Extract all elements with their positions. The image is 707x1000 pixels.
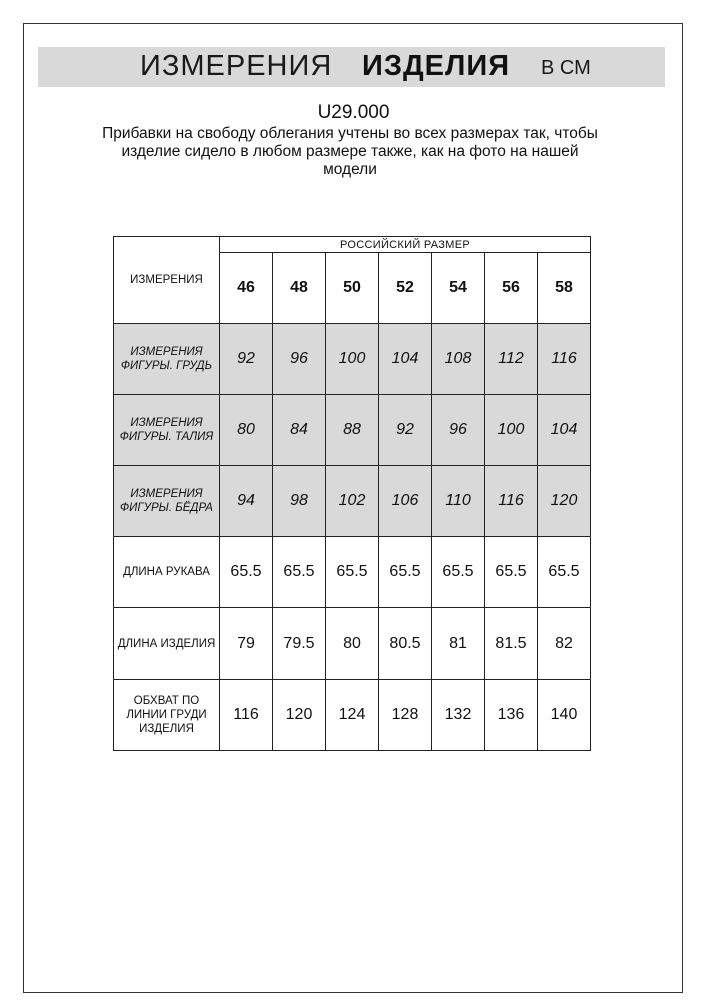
- size-header-cell: 58: [538, 253, 591, 324]
- row-label: ИЗМЕРЕНИЯ ФИГУРЫ. ТАЛИЯ: [114, 395, 220, 466]
- value-cell: 110: [432, 466, 485, 537]
- value-cell: 116: [538, 324, 591, 395]
- value-cell: 65.5: [538, 537, 591, 608]
- size-group-label: РОССИЙСКИЙ РАЗМЕР: [220, 237, 591, 253]
- row-label: ИЗМЕРЕНИЯ ФИГУРЫ. БЁДРА: [114, 466, 220, 537]
- value-cell: 100: [326, 324, 379, 395]
- value-cell: 65.5: [326, 537, 379, 608]
- header-title-garment: ИЗДЕЛИЯ: [362, 50, 511, 82]
- size-header-cell: 46: [220, 253, 273, 324]
- value-cell: 82: [538, 608, 591, 680]
- header-title-measurements: ИЗМЕРЕНИЯ: [140, 50, 333, 82]
- value-cell: 132: [432, 680, 485, 751]
- corner-label: ИЗМЕРЕНИЯ: [114, 237, 220, 324]
- table-row: [114, 395, 591, 466]
- row-label: ДЛИНА ИЗДЕЛИЯ: [114, 608, 220, 680]
- product-code: U29.000: [317, 102, 390, 123]
- value-cell: 116: [485, 466, 538, 537]
- value-cell: 81.5: [485, 608, 538, 680]
- size-header-cell: 56: [485, 253, 538, 324]
- value-cell: 136: [485, 680, 538, 751]
- value-cell: 96: [432, 395, 485, 466]
- row-label: ОБХВАТ ПО ЛИНИИ ГРУДИ ИЗДЕЛИЯ: [114, 680, 220, 751]
- row-label: ДЛИНА РУКАВА: [114, 537, 220, 608]
- value-cell: 79.5: [273, 608, 326, 680]
- value-cell: 108: [432, 324, 485, 395]
- value-cell: 65.5: [379, 537, 432, 608]
- value-cell: 116: [220, 680, 273, 751]
- value-cell: 120: [273, 680, 326, 751]
- value-cell: 120: [538, 466, 591, 537]
- value-cell: 96: [273, 324, 326, 395]
- value-cell: 104: [538, 395, 591, 466]
- value-cell: 100: [485, 395, 538, 466]
- value-cell: 94: [220, 466, 273, 537]
- value-cell: 84: [273, 395, 326, 466]
- size-header-cell: 52: [379, 253, 432, 324]
- value-cell: 104: [379, 324, 432, 395]
- value-cell: 102: [326, 466, 379, 537]
- value-cell: 65.5: [485, 537, 538, 608]
- value-cell: 80: [220, 395, 273, 466]
- value-cell: 81: [432, 608, 485, 680]
- fit-note: Прибавки на свободу облегания учтены во всех размерах так, чтобы изделие сидело в любом размере также, как на фото на нашей модели: [102, 125, 598, 178]
- value-cell: 92: [379, 395, 432, 466]
- size-table: [113, 236, 591, 751]
- table-row: [114, 324, 591, 395]
- size-header-cell: 50: [326, 253, 379, 324]
- size-header-cell: 48: [273, 253, 326, 324]
- size-header-cell: 54: [432, 253, 485, 324]
- value-cell: 88: [326, 395, 379, 466]
- header-unit: В СМ: [541, 57, 591, 79]
- value-cell: 140: [538, 680, 591, 751]
- table-row: [114, 537, 591, 608]
- table-row: [114, 608, 591, 680]
- table-row: [114, 466, 591, 537]
- value-cell: 112: [485, 324, 538, 395]
- value-cell: 106: [379, 466, 432, 537]
- row-label: ИЗМЕРЕНИЯ ФИГУРЫ. ГРУДЬ: [114, 324, 220, 395]
- value-cell: 80: [326, 608, 379, 680]
- value-cell: 79: [220, 608, 273, 680]
- header-row-group: [114, 237, 591, 253]
- value-cell: 80.5: [379, 608, 432, 680]
- value-cell: 128: [379, 680, 432, 751]
- value-cell: 98: [273, 466, 326, 537]
- value-cell: 65.5: [273, 537, 326, 608]
- value-cell: 65.5: [432, 537, 485, 608]
- value-cell: 65.5: [220, 537, 273, 608]
- table-row: [114, 680, 591, 751]
- value-cell: 124: [326, 680, 379, 751]
- value-cell: 92: [220, 324, 273, 395]
